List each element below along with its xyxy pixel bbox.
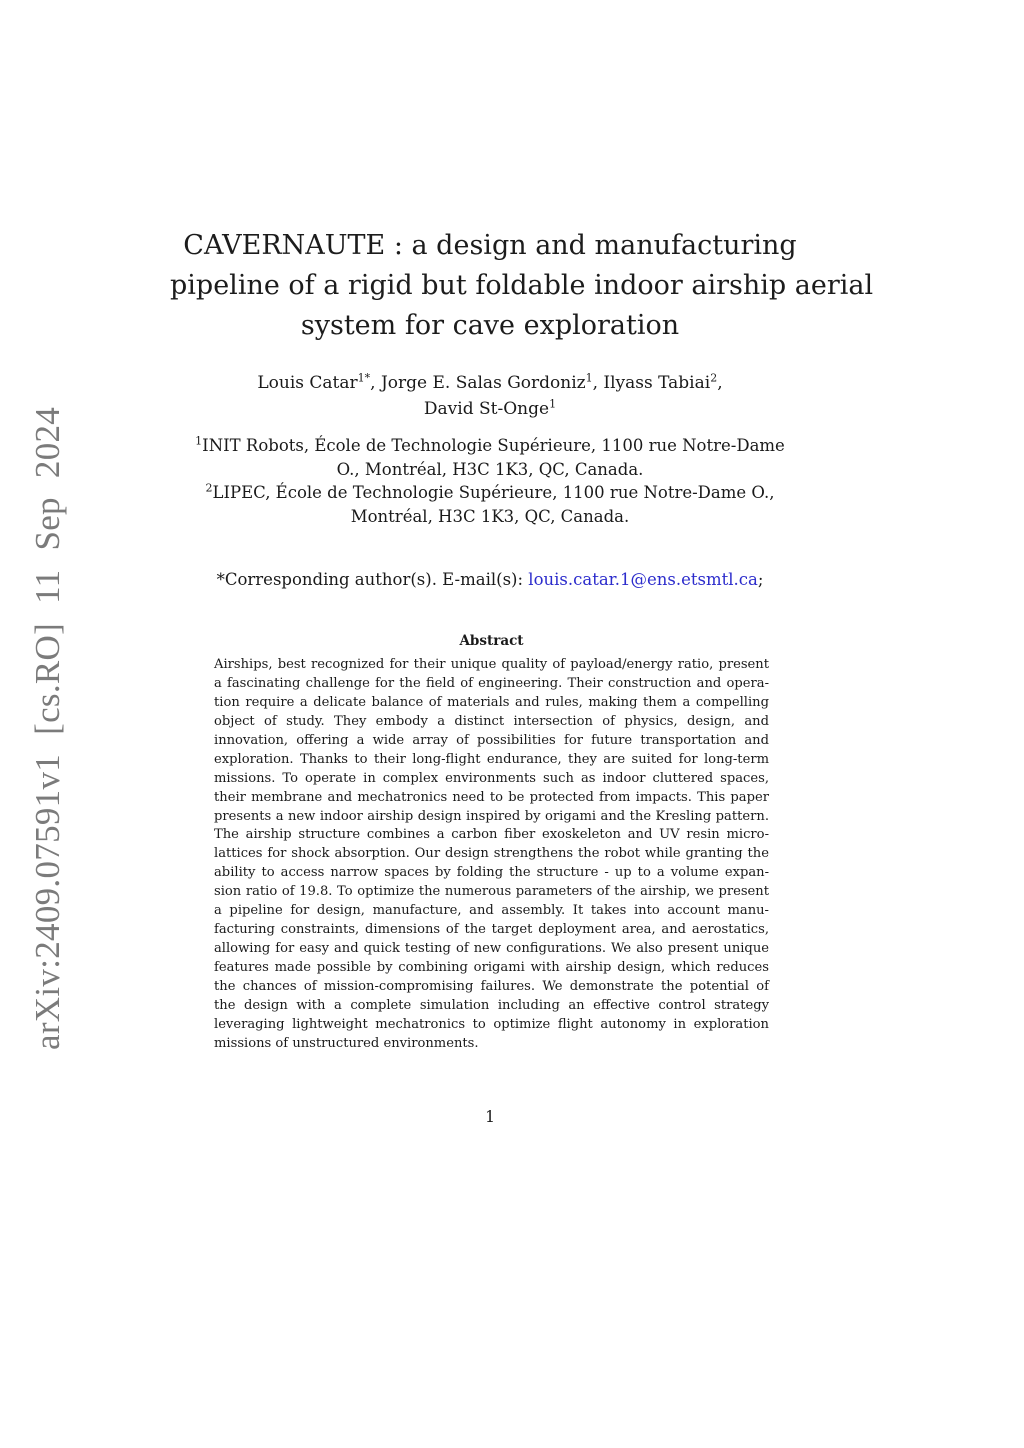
abstract-line: ability to access narrow spaces by folding the structure - up to a volume expan- xyxy=(214,865,769,881)
abstract-line: The airship structure combines a carbon fiber exoskeleton and UV resin micro- xyxy=(214,827,769,843)
author-name: Ilyass Tabiai xyxy=(603,373,711,393)
affiliation-line xyxy=(170,481,810,505)
abstract-line: the design with a complete simulation including an effective control strategy xyxy=(214,997,769,1013)
corresponding-prefix: *Corresponding author(s). E-mail(s): xyxy=(216,570,529,589)
author-affiliation-mark: 1* xyxy=(357,371,371,385)
author-line xyxy=(170,396,810,422)
abstract-line: innovation, offering a wide array of possibilities for future transportation and xyxy=(214,732,769,748)
author-affiliation-mark: 1 xyxy=(585,371,593,385)
abstract-line: features made possible by combining origami with airship design, which reduces xyxy=(214,960,769,975)
abstract-heading: Abstract xyxy=(459,633,524,649)
abstract-line: their membrane and mechatronics need to be protected from impacts. This paper xyxy=(214,789,769,805)
abstract-line: missions. To operate in complex environments such as indoor cluttered spaces, xyxy=(214,770,769,786)
author-separator: , xyxy=(717,373,723,393)
author-name: Louis Catar xyxy=(257,373,358,393)
title-line: CAVERNAUTE : a design and manufacturing xyxy=(183,230,797,261)
affiliation-text: INIT Robots, École de Technologie Supérieure, 1100 rue Notre-Dame xyxy=(202,436,785,455)
author-affiliation-mark: 2 xyxy=(710,371,718,385)
affiliation-line: Montréal, H3C 1K3, QC, Canada. xyxy=(350,506,630,526)
author-affiliation-mark: 1 xyxy=(549,397,557,411)
affiliation-line: O., Montréal, H3C 1K3, QC, Canada. xyxy=(336,459,644,479)
affiliation-list xyxy=(170,434,810,528)
abstract-line: a pipeline for design, manufacture, and assembly. It takes into account manu- xyxy=(214,903,769,919)
author-separator: , xyxy=(370,373,381,393)
abstract-line: exploration. Thanks to their long-flight endurance, they are suited for long-term xyxy=(214,751,769,767)
abstract-line: object of study. They embody a distinct intersection of physics, design, and xyxy=(214,713,769,729)
abstract-body xyxy=(214,656,769,1054)
title-line: pipeline of a rigid but foldable indoor airship aerial xyxy=(170,270,874,301)
abstract-line: a fascinating challenge for the field of engineering. Their construction and opera- xyxy=(214,675,769,691)
abstract-line: leveraging lightweight mechatronics to optimize flight autonomy in exploration xyxy=(214,1016,769,1032)
corresponding-author xyxy=(170,568,810,592)
author-name: Jorge E. Salas Gordoniz xyxy=(380,373,586,393)
author-name: David St-Onge xyxy=(423,399,550,419)
affiliation-mark: 1 xyxy=(195,434,203,448)
abstract-line: facturing constraints, dimensions of the target deployment area, and aerostatics, xyxy=(214,922,769,938)
affiliation-text: LIPEC, École de Technologie Supérieure, 1100 rue Notre-Dame O., xyxy=(212,483,775,502)
affiliation-line xyxy=(170,434,810,458)
abstract-line: the chances of mission-compromising failures. We demonstrate the potential of xyxy=(214,978,769,994)
abstract-line: missions of unstructured environments. xyxy=(214,1035,479,1051)
abstract-line: tion require a delicate balance of materials and rules, making them a compelling xyxy=(214,694,769,710)
abstract-line: Airships, best recognized for their unique quality of payload/energy ratio, present xyxy=(214,657,769,672)
affiliation-mark: 2 xyxy=(205,481,213,495)
author-list xyxy=(170,370,810,422)
abstract-line: presents a new indoor airship design inspired by origami and the Kresling pattern. xyxy=(214,808,769,824)
corresponding-suffix: ; xyxy=(757,570,764,589)
abstract-line: sion ratio of 19.8. To optimize the numerous parameters of the airship, we present xyxy=(214,884,769,900)
arxiv-identifier-stamp: arXiv:2409.07591v1 [cs.RO] 11 Sep 2024 xyxy=(28,406,67,1050)
page-number: 1 xyxy=(485,1108,495,1126)
author-separator: , xyxy=(592,373,604,393)
author-line xyxy=(170,370,810,396)
paper-title xyxy=(170,226,874,346)
title-line: system for cave exploration xyxy=(300,310,680,341)
abstract-line: allowing for easy and quick testing of new configurations. We also present unique xyxy=(214,941,769,957)
email-link[interactable]: louis.catar.1@ens.etsmtl.ca xyxy=(528,570,758,589)
abstract-line: lattices for shock absorption. Our design strengthens the robot while granting the xyxy=(214,846,769,862)
